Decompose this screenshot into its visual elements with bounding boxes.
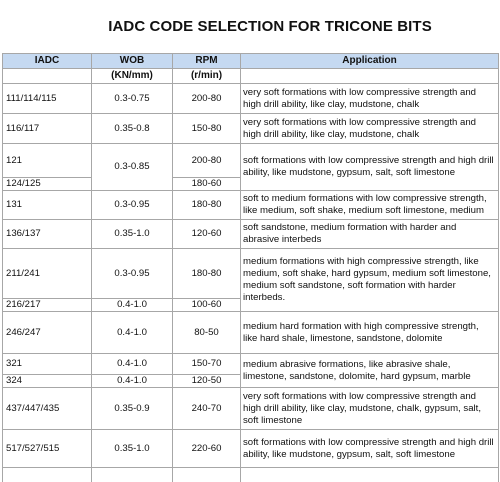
header-wob: WOB	[92, 54, 173, 69]
iadc-cell: 131	[3, 191, 92, 220]
wob-cell: 0.3-0.75	[92, 84, 173, 114]
application-cell: soft sandstone, medium formation with harder and abrasive interbeds	[241, 220, 499, 249]
table-row	[3, 312, 499, 354]
iadc-cell: 124/125	[3, 178, 92, 191]
table-row	[3, 114, 499, 144]
table-units-row	[3, 69, 499, 84]
rpm-cell: 120-60	[173, 220, 241, 249]
table-row	[3, 249, 499, 299]
iadc-cell: 321	[3, 354, 92, 375]
wob-cell: 0.35-1.0	[92, 220, 173, 249]
wob-cell: 0.4-1.0	[92, 299, 173, 312]
iadc-cell	[3, 468, 92, 482]
iadc-cell: 324	[3, 375, 92, 388]
wob-cell	[92, 468, 173, 482]
table-row	[3, 430, 499, 468]
table-row	[3, 144, 499, 178]
application-cell: medium hard formation with high compressive strength, like hard shale, limestone, sandstone, dolomite	[241, 312, 499, 354]
rpm-cell: 100-60	[173, 299, 241, 312]
application-cell: very soft formations with low compressive strength and high drill ability, like clay, mudstone, chalk	[241, 84, 499, 114]
header-application: Application	[241, 54, 499, 69]
units-application	[241, 69, 499, 84]
rpm-cell: 220-60	[173, 430, 241, 468]
application-cell	[241, 468, 499, 482]
iadc-cell: 246/247	[3, 312, 92, 354]
rpm-cell: 180-80	[173, 249, 241, 299]
table-row	[3, 354, 499, 375]
rpm-cell: 200-80	[173, 84, 241, 114]
rpm-cell: 240-70	[173, 388, 241, 430]
iadc-selection-table	[2, 53, 499, 482]
units-iadc	[3, 69, 92, 84]
wob-cell: 0.4-1.0	[92, 312, 173, 354]
table-row-cutoff	[3, 468, 499, 482]
table-row	[3, 388, 499, 430]
rpm-cell: 150-70	[173, 354, 241, 375]
rpm-cell: 180-60	[173, 178, 241, 191]
rpm-cell	[173, 468, 241, 482]
wob-cell: 0.3-0.95	[92, 249, 173, 299]
application-cell: very soft formations with low compressive strength and high drill ability, like clay, mudstone, chalk	[241, 114, 499, 144]
units-wob: (KN/mm)	[92, 69, 173, 84]
rpm-cell: 180-80	[173, 191, 241, 220]
header-iadc: IADC	[3, 54, 92, 69]
iadc-cell: 121	[3, 144, 92, 178]
wob-cell: 0.3-0.85	[92, 144, 173, 191]
iadc-cell: 111/114/115	[3, 84, 92, 114]
iadc-cell: 216/217	[3, 299, 92, 312]
table-header-row	[3, 54, 499, 69]
table-row	[3, 84, 499, 114]
wob-cell: 0.4-1.0	[92, 354, 173, 375]
rpm-cell: 80-50	[173, 312, 241, 354]
iadc-cell: 517/527/515	[3, 430, 92, 468]
iadc-cell: 211/241	[3, 249, 92, 299]
application-cell: soft to medium formations with low compressive strength, like medium, soft shake, medium soft limestone, medium	[241, 191, 499, 220]
iadc-cell: 437/447/435	[3, 388, 92, 430]
rpm-cell: 150-80	[173, 114, 241, 144]
table-row	[3, 220, 499, 249]
wob-cell: 0.3-0.95	[92, 191, 173, 220]
application-cell: medium abrasive formations, like abrasive shale, limestone, sandstone, dolomite, hard gypsum, marble	[241, 354, 499, 388]
units-rpm: (r/min)	[173, 69, 241, 84]
application-cell: soft formations with low compressive strength and high drill ability, like mudstone, gypsum, salt, soft limestone	[241, 144, 499, 191]
header-rpm: RPM	[173, 54, 241, 69]
rpm-cell: 200-80	[173, 144, 241, 178]
wob-cell: 0.35-0.8	[92, 114, 173, 144]
application-cell: soft formations with low compressive strength and high drill ability, like mudstone, gypsum, salt, soft limestone	[241, 430, 499, 468]
rpm-cell: 120-50	[173, 375, 241, 388]
page-title: IADC CODE SELECTION FOR TRICONE BITS	[108, 18, 432, 35]
iadc-cell: 136/137	[3, 220, 92, 249]
application-cell: medium formations with high compressive strength, like medium, soft shake, hard gypsum, medium soft limestone, medium soft sandstone, soft formation with harder interbeds.	[241, 249, 499, 312]
wob-cell: 0.4-1.0	[92, 375, 173, 388]
table-row	[3, 191, 499, 220]
application-cell: very soft formations with low compressive strength and high drill ability, like clay, mudstone, chalk, gypsum, salt, soft limestone	[241, 388, 499, 430]
wob-cell: 0.35-0.9	[92, 388, 173, 430]
iadc-cell: 116/117	[3, 114, 92, 144]
wob-cell: 0.35-1.0	[92, 430, 173, 468]
